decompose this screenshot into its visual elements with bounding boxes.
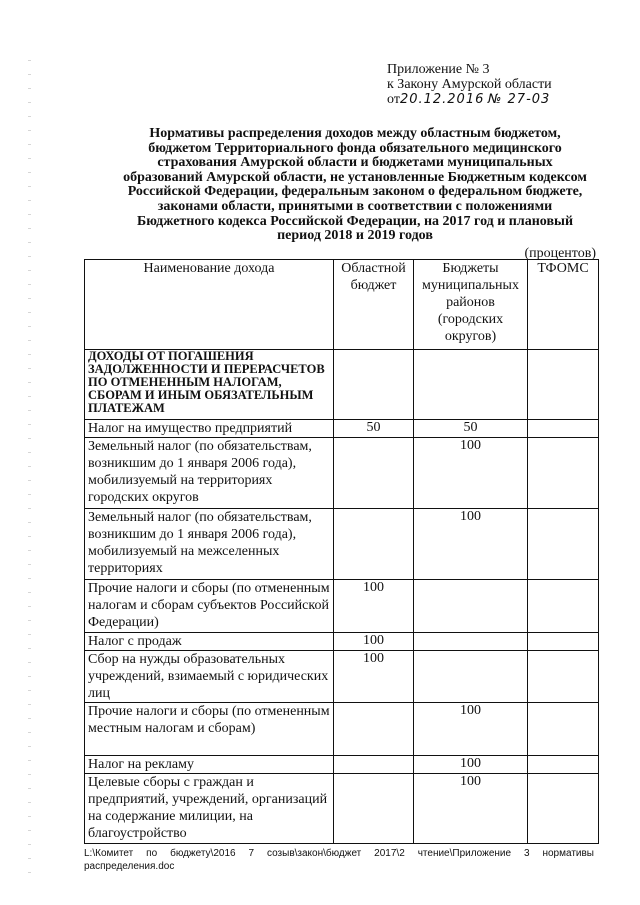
annex-date-line (387, 92, 552, 107)
row-income-name: Земельный налог (по обязательствам, возникшим до 1 января 2006 года), мобилизуемый на межселенных территориях (85, 509, 334, 580)
table-row (85, 420, 599, 438)
row-regional: 100 (334, 633, 414, 651)
annex-line2: к Закону Амурской области (387, 77, 552, 92)
table-row (85, 774, 599, 844)
annex-date-prefix: от (387, 92, 400, 107)
row-regional: 100 (334, 580, 414, 633)
row-income-name: Прочие налоги и сборы (по отмененным налогам и сборам субъектов Российской Федерации) (85, 580, 334, 633)
row-tfoms (528, 651, 599, 703)
table-row (85, 651, 599, 703)
row-municipal: 100 (414, 756, 528, 774)
header-municipal-budgets: Бюджеты муниципальных районов (городских округов) (414, 260, 528, 350)
row-municipal: 100 (414, 438, 528, 509)
row-income-name: Прочие налоги и сборы (по отмененным местным налогам и сборам) (85, 703, 334, 756)
table-row (85, 633, 599, 651)
row-municipal (414, 350, 528, 420)
row-tfoms (528, 703, 599, 756)
row-income-name: Налог на рекламу (85, 756, 334, 774)
table-row (85, 756, 599, 774)
row-tfoms (528, 438, 599, 509)
row-tfoms (528, 774, 599, 844)
file-path-footer: L:\Комитет по бюджету\2016 7 созыв\закон\бюджет 2017\2 чтение\Приложение 3 нормативы распределения.doc (84, 848, 594, 872)
row-regional (334, 509, 414, 580)
table-header-row (85, 260, 599, 350)
annex-number: № 27-03 (487, 92, 551, 107)
row-municipal: 100 (414, 703, 528, 756)
row-income-name: Налог с продаж (85, 633, 334, 651)
row-regional (334, 438, 414, 509)
annex-block (387, 62, 552, 107)
row-municipal (414, 580, 528, 633)
norms-table (84, 259, 599, 844)
row-income-name: ДОХОДЫ ОТ ПОГАШЕНИЯ ЗАДОЛЖЕННОСТИ И ПЕРЕРАСЧЕТОВ ПО ОТМЕНЕННЫМ НАЛОГАМ, СБОРАМ И ИНЫМ ОБЯЗАТЕЛЬНЫМ ПЛАТЕЖАМ (85, 350, 334, 420)
scan-margin-dots (28, 60, 31, 880)
row-regional: 100 (334, 651, 414, 703)
table-row (85, 703, 599, 756)
row-income-name: Налог на имущество предприятий (85, 420, 334, 438)
units-label: (процентов) (524, 246, 596, 261)
row-tfoms (528, 580, 599, 633)
row-municipal (414, 651, 528, 703)
row-tfoms (528, 420, 599, 438)
row-municipal: 50 (414, 420, 528, 438)
header-tfoms: ТФОМС (528, 260, 599, 350)
row-regional (334, 756, 414, 774)
row-income-name: Целевые сборы с граждан и предприятий, учреждений, организаций на содержание милиции, на благоустройство (85, 774, 334, 844)
row-municipal: 100 (414, 509, 528, 580)
table-row (85, 580, 599, 633)
row-regional: 50 (334, 420, 414, 438)
row-tfoms (528, 350, 599, 420)
row-municipal: 100 (414, 774, 528, 844)
row-tfoms (528, 633, 599, 651)
row-income-name: Сбор на нужды образовательных учреждений, взимаемый с юридических лиц (85, 651, 334, 703)
table-row (85, 438, 599, 509)
row-tfoms (528, 509, 599, 580)
header-regional-budget: Областной бюджет (334, 260, 414, 350)
row-municipal (414, 633, 528, 651)
row-regional (334, 703, 414, 756)
row-regional (334, 350, 414, 420)
annex-line1: Приложение № 3 (387, 62, 490, 77)
header-income-name: Наименование дохода (85, 260, 334, 350)
annex-date: 20.12.2016 (399, 92, 485, 107)
table-row (85, 350, 599, 420)
row-income-name: Земельный налог (по обязательствам, возникшим до 1 января 2006 года), мобилизуемый на территориях городских округов (85, 438, 334, 509)
table-row (85, 509, 599, 580)
row-regional (334, 774, 414, 844)
row-tfoms (528, 756, 599, 774)
document-title: Нормативы распределения доходов между областным бюджетом, бюджетом Территориального фонда обязательного медицинского страхования Амурской области и бюджетами муниципальных образований Амурской области, не установленные Бюджетным кодексом Российской Федерации, федеральным законом о федеральном бюджете, законами области, принятыми в соответствии с положениями Бюджетного кодекса Российской Федерации, на 2017 год и плановый период 2018 и 2019 годов (123, 126, 587, 244)
